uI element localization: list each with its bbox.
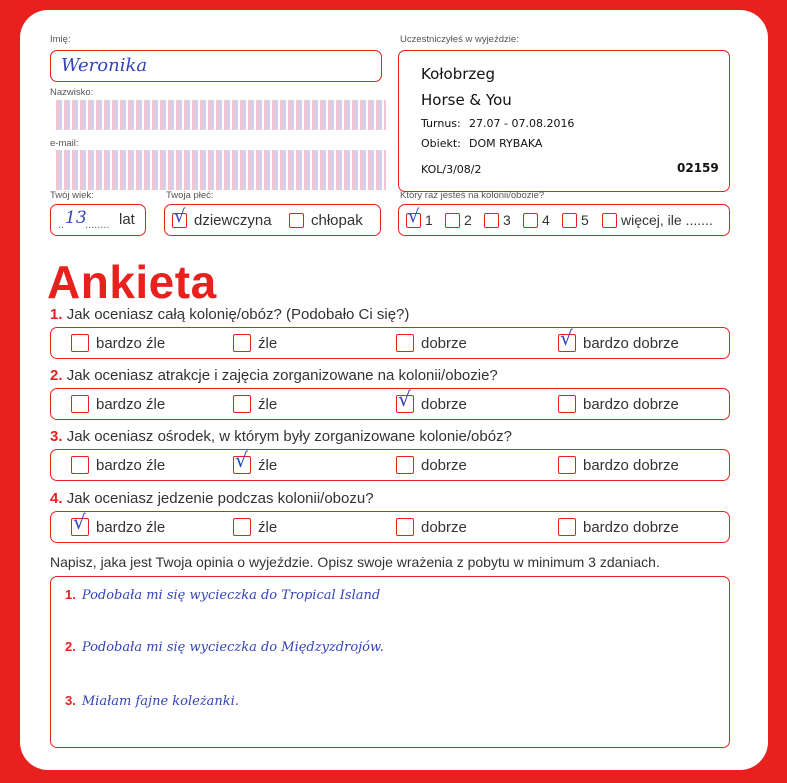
times-option-1[interactable] xyxy=(406,205,433,228)
obiekt-value: DOM RYBAKA xyxy=(469,137,543,150)
rating-option-label: bardzo dobrze xyxy=(583,456,679,474)
age-field[interactable] xyxy=(50,204,146,236)
rating-option[interactable] xyxy=(558,518,679,536)
turnus-value: 27.07 - 07.08.2016 xyxy=(469,117,575,130)
times-option-2[interactable] xyxy=(445,212,472,228)
survey-title: Ankieta xyxy=(47,256,217,308)
checkbox[interactable] xyxy=(562,213,577,228)
rating-option[interactable] xyxy=(233,334,277,352)
line-number: 2. xyxy=(65,639,76,654)
opinion-line-2 xyxy=(65,639,384,655)
gender-option-label: dziewczyna xyxy=(194,212,272,229)
question-text: Jak oceniasz ośrodek, w którym były zorganizowane kolonie/obóz? xyxy=(66,428,512,445)
question-number: 2. xyxy=(50,367,63,384)
name-field[interactable] xyxy=(50,50,382,82)
checkbox[interactable] xyxy=(396,387,414,413)
checkbox[interactable] xyxy=(396,518,414,536)
rating-option[interactable] xyxy=(71,395,165,413)
opinion-prompt: Napisz, jaka jest Twoja opinia o wyjeździe. Opisz swoje wrażenia z pobytu w minimum 3 zdaniach. xyxy=(50,554,660,570)
age-suffix: lat xyxy=(119,211,135,228)
line-number: 1. xyxy=(65,587,76,602)
age-dots: ........ xyxy=(85,219,110,231)
obiekt-label: Obiekt: xyxy=(421,137,461,150)
trip-box xyxy=(398,50,730,192)
rating-option[interactable] xyxy=(396,456,467,474)
checkbox[interactable] xyxy=(172,206,187,228)
times-option-more[interactable] xyxy=(602,212,713,228)
question-text: Jak oceniasz atrakcje i zajęcia zorganizowane na kolonii/obozie? xyxy=(66,367,498,384)
checkbox[interactable] xyxy=(406,205,421,228)
checkmark-icon: √ xyxy=(235,448,248,472)
rating-option[interactable] xyxy=(233,518,277,536)
trip-number: 02159 xyxy=(677,161,719,175)
checkbox[interactable] xyxy=(233,448,251,474)
times-option-4[interactable] xyxy=(523,212,550,228)
name-label: Imię: xyxy=(50,34,71,45)
trip-city: Kołobrzeg xyxy=(421,65,496,83)
checkbox[interactable] xyxy=(233,334,251,352)
question-number: 3. xyxy=(50,428,63,445)
rating-option[interactable] xyxy=(71,334,165,352)
checkbox[interactable] xyxy=(71,510,89,536)
line-number: 3. xyxy=(65,693,76,708)
checkbox[interactable] xyxy=(233,395,251,413)
opinion-field[interactable] xyxy=(50,576,730,748)
times-option-label: 5 xyxy=(581,212,589,228)
rating-option-label: źle xyxy=(258,518,278,536)
times-option-label: 2 xyxy=(464,212,472,228)
turnus-label: Turnus: xyxy=(421,117,461,130)
age-value: 13 xyxy=(65,208,87,228)
rating-option[interactable] xyxy=(233,448,278,474)
question-text: Jak oceniasz jedzenie podczas kolonii/obozu? xyxy=(66,490,374,507)
times-option-3[interactable] xyxy=(484,212,511,228)
times-option-label: więcej, ile ....... xyxy=(621,212,713,228)
opinion-line-text: Podobała mi się wycieczka do Tropical Island xyxy=(81,588,381,603)
checkbox[interactable] xyxy=(71,456,89,474)
times-label: Który raz jesteś na kolonii/obozie? xyxy=(400,190,545,201)
checkbox[interactable] xyxy=(523,213,538,228)
rating-row-3 xyxy=(50,449,730,481)
rating-option[interactable] xyxy=(558,326,679,352)
times-option-label: 1 xyxy=(425,212,433,228)
rating-option-label: bardzo źle xyxy=(96,456,166,474)
rating-option[interactable] xyxy=(558,395,679,413)
checkmark-icon: √ xyxy=(174,206,186,227)
rating-option-label: źle xyxy=(258,395,278,413)
question-2 xyxy=(50,367,498,384)
rating-option[interactable] xyxy=(396,387,467,413)
checkmark-icon: √ xyxy=(398,387,411,411)
gender-field xyxy=(164,204,381,236)
email-label: e-mail: xyxy=(50,138,79,149)
checkbox[interactable] xyxy=(558,395,576,413)
checkbox[interactable] xyxy=(558,518,576,536)
checkbox[interactable] xyxy=(558,326,576,352)
email-redacted xyxy=(56,150,386,190)
checkbox[interactable] xyxy=(602,213,617,228)
times-option-label: 3 xyxy=(503,212,511,228)
question-3 xyxy=(50,428,512,445)
opinion-line-3 xyxy=(65,693,239,709)
rating-option-label: źle xyxy=(258,456,278,474)
rating-option[interactable] xyxy=(396,334,467,352)
question-4 xyxy=(50,490,374,507)
gender-option-label: chłopak xyxy=(311,212,363,229)
question-number: 1. xyxy=(50,306,63,323)
checkbox[interactable] xyxy=(396,456,414,474)
gender-option-girl[interactable] xyxy=(172,206,272,229)
rating-option[interactable] xyxy=(233,395,277,413)
rating-row-4 xyxy=(50,511,730,543)
rating-option-label: bardzo dobrze xyxy=(583,395,679,413)
rating-row-2 xyxy=(50,388,730,420)
question-number: 4. xyxy=(50,490,63,507)
checkbox[interactable] xyxy=(445,213,460,228)
times-option-label: 4 xyxy=(542,212,550,228)
trip-label: Uczestniczyłeś w wyjeździe: xyxy=(400,34,519,45)
gender-label: Twoja płeć: xyxy=(166,190,214,201)
times-option-5[interactable] xyxy=(562,212,589,228)
rating-row-1 xyxy=(50,327,730,359)
surname-label: Nazwisko: xyxy=(50,87,94,98)
rating-option[interactable] xyxy=(396,518,467,536)
surname-redacted xyxy=(56,100,386,130)
name-value: Weronika xyxy=(61,55,148,76)
rating-option-label: bardzo dobrze xyxy=(583,334,679,352)
checkmark-icon: √ xyxy=(73,510,86,534)
trip-code: KOL/3/08/2 xyxy=(421,163,482,176)
checkbox[interactable] xyxy=(558,456,576,474)
trip-name: Horse & You xyxy=(421,91,512,109)
opinion-line-text: Podobała mi się wycieczka do Międzyzdrojów. xyxy=(81,640,384,655)
form-paper xyxy=(20,10,768,770)
opinion-line-1 xyxy=(65,587,380,603)
checkmark-icon: √ xyxy=(560,326,573,350)
checkbox[interactable] xyxy=(71,395,89,413)
question-text: Jak oceniasz całą kolonię/obóz? (Podobało Ci się?) xyxy=(66,306,410,323)
rating-option-label: bardzo źle xyxy=(96,518,166,536)
checkbox[interactable] xyxy=(71,334,89,352)
age-dots-left: .. xyxy=(58,219,65,231)
rating-option-label: dobrze xyxy=(421,334,467,352)
rating-option-label: źle xyxy=(258,334,278,352)
times-field xyxy=(398,204,730,236)
rating-option[interactable] xyxy=(71,456,165,474)
checkbox[interactable] xyxy=(484,213,499,228)
rating-option-label: bardzo źle xyxy=(96,395,166,413)
checkbox[interactable] xyxy=(233,518,251,536)
rating-option-label: dobrze xyxy=(421,456,467,474)
rating-option[interactable] xyxy=(71,510,166,536)
gender-option-boy[interactable] xyxy=(289,212,363,229)
rating-option-label: dobrze xyxy=(421,518,467,536)
checkbox[interactable] xyxy=(289,213,304,228)
rating-option-label: bardzo źle xyxy=(96,334,166,352)
age-label: Twój wiek: xyxy=(50,190,94,201)
rating-option[interactable] xyxy=(558,456,679,474)
checkmark-icon: √ xyxy=(408,205,420,227)
rating-option-label: bardzo dobrze xyxy=(583,518,679,536)
question-1 xyxy=(50,306,409,323)
rating-option-label: dobrze xyxy=(421,395,467,413)
opinion-line-text: Miałam fajne koleżanki. xyxy=(81,694,239,709)
checkbox[interactable] xyxy=(396,334,414,352)
